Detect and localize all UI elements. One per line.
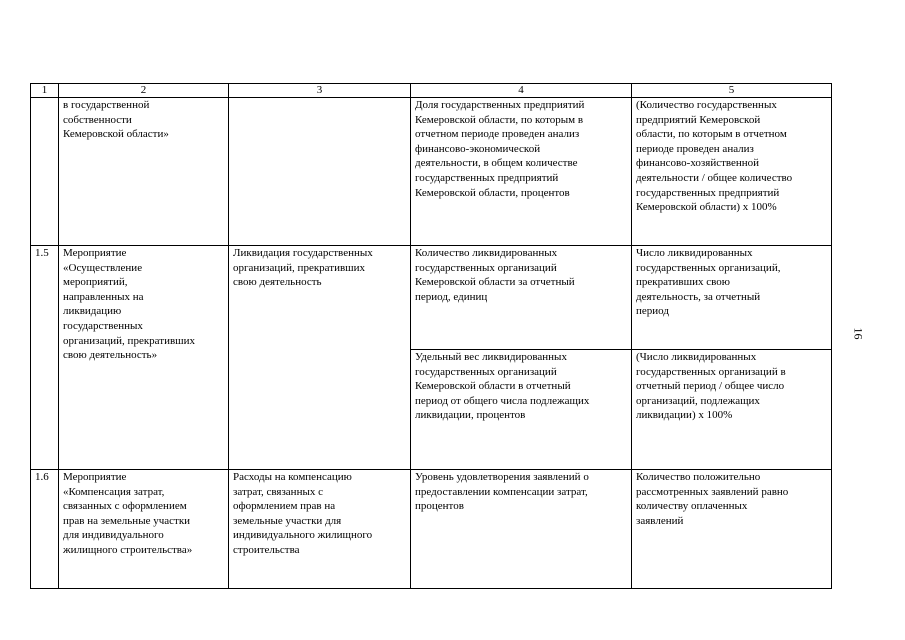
result-cell: Ликвидация государственных организаций, прекративших свою деятельность (229, 246, 411, 470)
header-col-4: 4 (411, 84, 632, 98)
table-row (31, 470, 832, 589)
row-number (31, 98, 59, 246)
header-col-2: 2 (59, 84, 229, 98)
header-col-1: 1 (31, 84, 59, 98)
result-cell (229, 98, 411, 246)
table-row (31, 246, 832, 350)
formula-cell: Число ликвидированных государственных организаций, прекративших свою деятельность, за отчетный период (632, 246, 832, 350)
indicator-cell: Количество ликвидированных государственных организаций Кемеровской области за отчетный период, единиц (411, 246, 632, 350)
activity-cell: Мероприятие «Компенсация затрат, связанных с оформлением прав на земельные участки для индивидуального жилищного строительства» (59, 470, 229, 589)
formula-cell: (Число ликвидированных государственных организаций в отчетный период / общее число организаций, подлежащих ликвидации) x 100% (632, 350, 832, 470)
result-cell: Расходы на компенсацию затрат, связанных с оформлением прав на земельные участки для индивидуального жилищного строительства (229, 470, 411, 589)
header-col-3: 3 (229, 84, 411, 98)
row-number: 1.6 (31, 470, 59, 589)
formula-cell: (Количество государственных предприятий Кемеровской области, по которым в отчетном периоде проведен анализ финансово-хозяйственной деятельности / общее количество государственных предприятий Кемеровской области) x 100% (632, 98, 832, 246)
indicator-cell: Доля государственных предприятий Кемеровской области, по которым в отчетном периоде проведен анализ финансово-экономической деятельности, в общем количестве государственных предприятий Кемеровской области, процентов (411, 98, 632, 246)
activity-cell: Мероприятие «Осуществление мероприятий, направленных на ликвидацию государственных организаций, прекративших свою деятельность» (59, 246, 229, 470)
header-col-5: 5 (632, 84, 832, 98)
indicator-table (30, 83, 832, 589)
activity-cell: в государственной собственности Кемеровской области» (59, 98, 229, 246)
header-row (31, 84, 832, 98)
formula-cell: Количество положительно рассмотренных заявлений равно количеству оплаченных заявлений (632, 470, 832, 589)
indicator-cell: Уровень удовлетворения заявлений о предоставлении компенсации затрат, процентов (411, 470, 632, 589)
indicator-cell: Удельный вес ликвидированных государственных организаций Кемеровской области в отчетный период от общего числа подлежащих ликвидации, процентов (411, 350, 632, 470)
page-number: 16 (851, 327, 866, 340)
table-row (31, 98, 832, 246)
row-number: 1.5 (31, 246, 59, 470)
